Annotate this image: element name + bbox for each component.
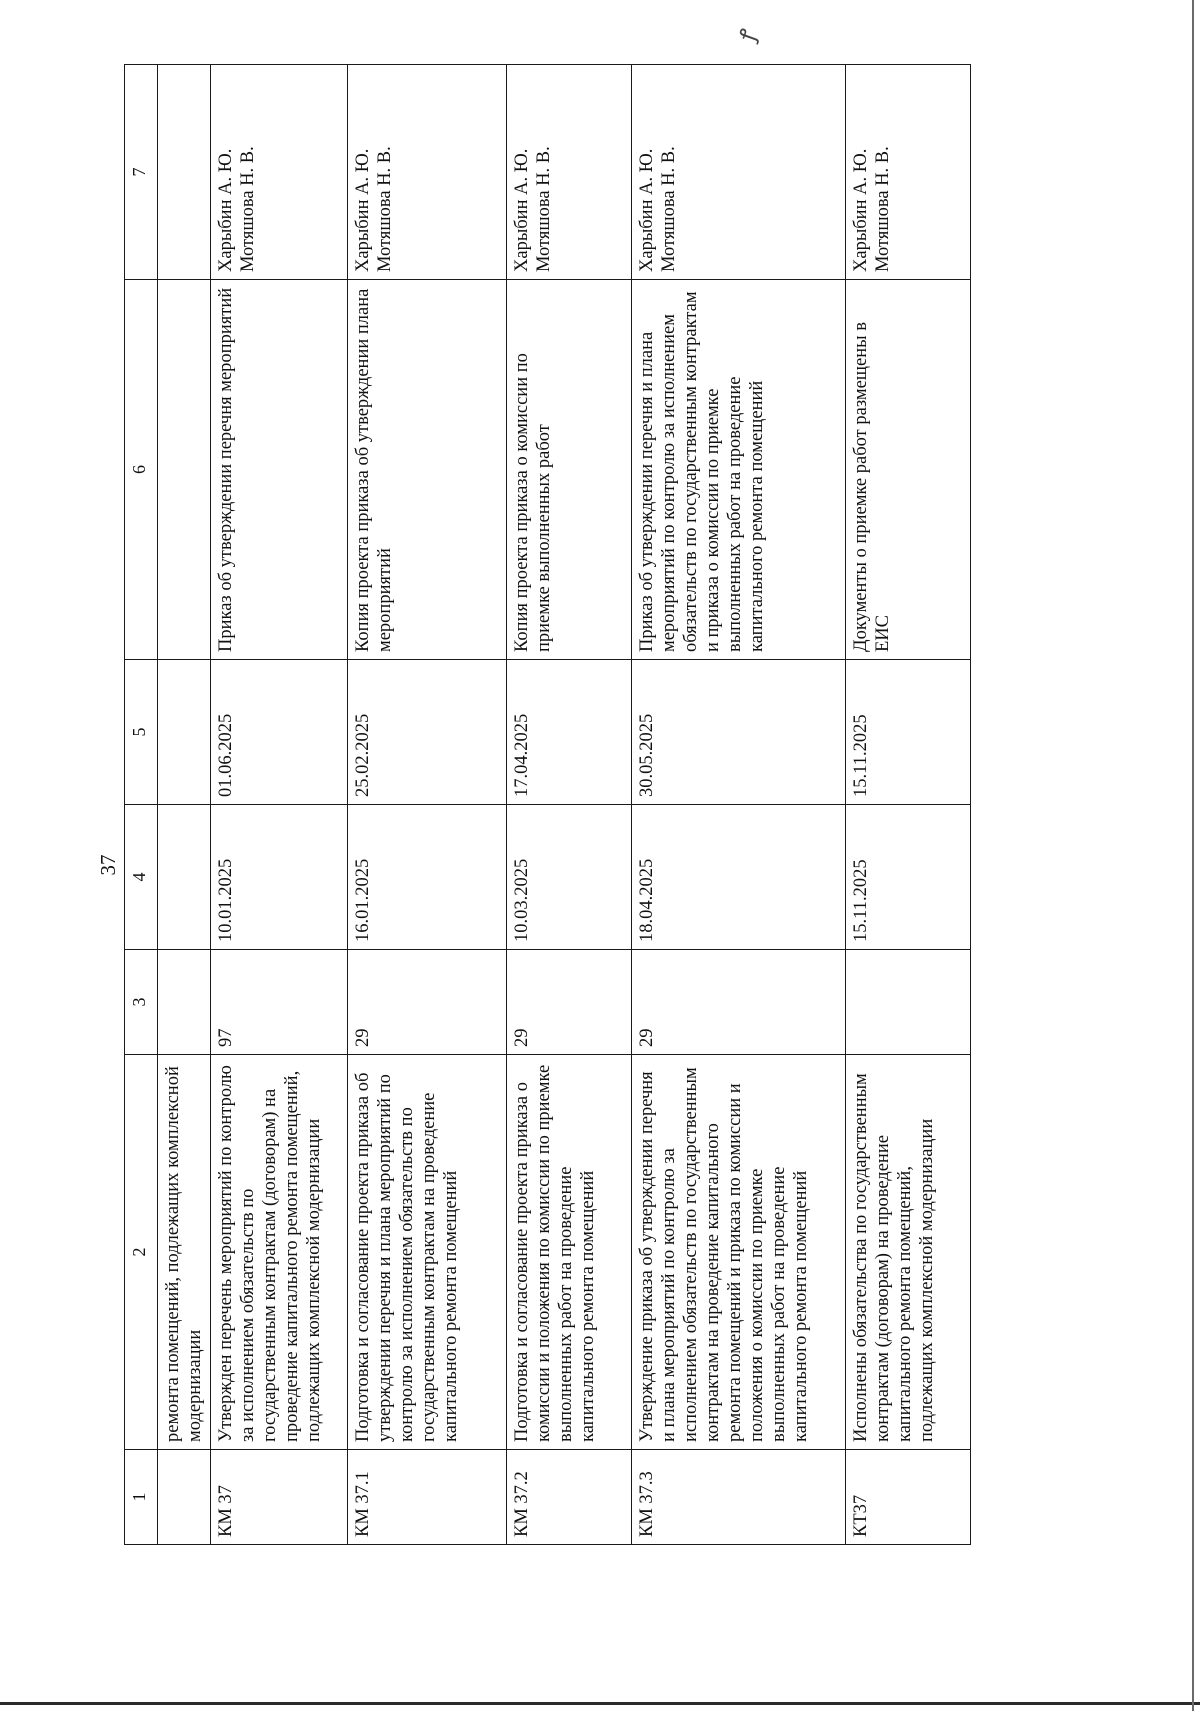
responsible-cell: Харыбин А. Ю. Мотяшова Н. В. xyxy=(846,65,971,280)
days-cell: 29 xyxy=(632,950,846,1055)
start-date-cell: 16.01.2025 xyxy=(348,805,507,950)
table-row xyxy=(211,65,348,1545)
column-header: 3 xyxy=(125,950,158,1055)
code-cell: КТ37 xyxy=(846,1450,971,1545)
start-date-cell xyxy=(158,805,211,950)
table-header-row xyxy=(125,65,158,1545)
result-cell: Приказ об утверждении перечня и плана мероприятий по контролю за исполнением обязательств по государственным контрактам и приказа о комиссии по приемке выполненных работ на проведение капитального ремонта помещений xyxy=(632,280,846,660)
end-date-cell: 17.04.2025 xyxy=(507,660,632,805)
column-header: 2 xyxy=(125,1055,158,1450)
days-cell: 29 xyxy=(348,950,507,1055)
days-cell: 29 xyxy=(507,950,632,1055)
days-cell xyxy=(158,950,211,1055)
task-cell: ремонта помещений, подлежащих комплексной модернизации xyxy=(158,1055,211,1450)
code-cell: КМ 37.2 xyxy=(507,1450,632,1545)
task-cell: Исполнены обязательства по государственным контрактам (договорам) на проведение капитального ремонта помещений, подлежащих комплексной модернизации xyxy=(846,1055,971,1450)
result-cell: Приказ об утверждении перечня мероприятий xyxy=(211,280,348,660)
days-cell: 97 xyxy=(211,950,348,1055)
end-date-cell: 15.11.2025 xyxy=(846,660,971,805)
end-date-cell: 25.02.2025 xyxy=(348,660,507,805)
code-cell: КМ 37.3 xyxy=(632,1450,846,1545)
result-cell: Копия проекта приказа об утверждении плана мероприятий xyxy=(348,280,507,660)
start-date-cell: 10.03.2025 xyxy=(507,805,632,950)
result-cell xyxy=(158,280,211,660)
start-date-cell: 15.11.2025 xyxy=(846,805,971,950)
start-date-cell: 10.01.2025 xyxy=(211,805,348,950)
end-date-cell: 01.06.2025 xyxy=(211,660,348,805)
table-row xyxy=(846,65,971,1545)
result-cell: Документы о приемке работ размещены в ЕИС xyxy=(846,280,971,660)
responsible-cell: Харыбин А. Ю. Мотяшова Н. В. xyxy=(211,65,348,280)
start-date-cell: 18.04.2025 xyxy=(632,805,846,950)
result-cell: Копия проекта приказа о комиссии по приемке выполненных работ xyxy=(507,280,632,660)
days-cell xyxy=(846,950,971,1055)
end-date-cell xyxy=(158,660,211,805)
task-cell: Подготовка и согласование проекта приказа о комиссии и положения по комиссии по приемке выполненных работ на проведение капитального ремонта помещений xyxy=(507,1055,632,1450)
task-cell: Подготовка и согласование проекта приказа об утверждении перечня и плана мероприятий по контролю за исполнением обязательств по государственным контрактам на проведение капитального ремонта помещений xyxy=(348,1055,507,1450)
column-header: 7 xyxy=(125,65,158,280)
column-header: 5 xyxy=(125,660,158,805)
end-date-cell: 30.05.2025 xyxy=(632,660,846,805)
task-cell: Утвержден перечень мероприятий по контролю за исполнением обязательств по государственным контрактам (договорам) на проведение капитального ремонта помещений, подлежащих комплексной модернизации xyxy=(211,1055,348,1450)
code-cell: КМ 37 xyxy=(211,1450,348,1545)
responsible-cell: Харыбин А. Ю. Мотяшова Н. В. xyxy=(507,65,632,280)
table-row xyxy=(158,65,211,1545)
responsible-cell: Харыбин А. Ю. Мотяшова Н. В. xyxy=(632,65,846,280)
column-header: 4 xyxy=(125,805,158,950)
column-header: 1 xyxy=(125,1450,158,1545)
scan-edge-right xyxy=(1192,0,1194,1711)
responsible-cell: Харыбин А. Ю. Мотяшова Н. В. xyxy=(348,65,507,280)
table-row xyxy=(507,65,632,1545)
code-cell: КМ 37.1 xyxy=(348,1450,507,1545)
scan-edge-bottom xyxy=(0,1702,1200,1705)
column-header: 6 xyxy=(125,280,158,660)
rotated-table-container xyxy=(124,65,1084,1545)
task-cell: Утверждение приказа об утверждении перечня и плана мероприятий по контролю за исполнением обязательств по государственным контрактам на проведение капитального ремонта помещений и приказа по комиссии и положения о комиссии по приемке выполненных работ на проведение капитального ремонта помещений xyxy=(632,1055,846,1450)
table-row xyxy=(632,65,846,1545)
code-cell xyxy=(158,1450,211,1545)
scan-artifact-mark: ꝭ xyxy=(734,25,762,45)
schedule-table xyxy=(124,64,971,1545)
responsible-cell xyxy=(158,65,211,280)
table-row xyxy=(348,65,507,1545)
page-number: 37 xyxy=(96,854,120,876)
